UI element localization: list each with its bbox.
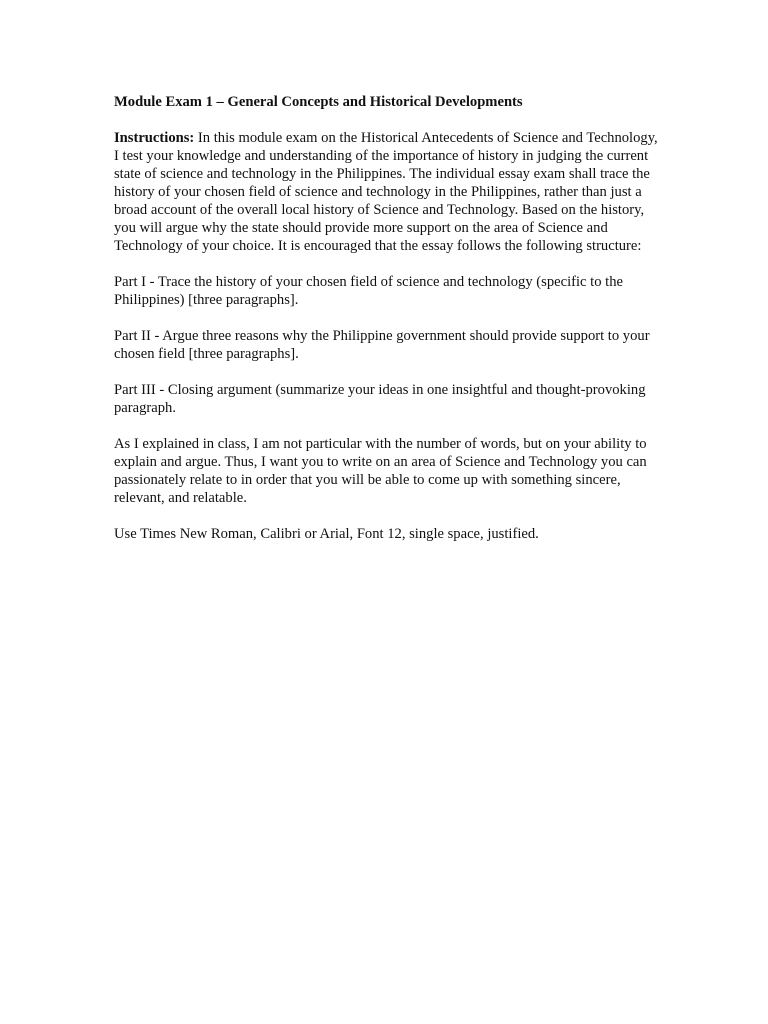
document-body [114,93,659,561]
instructions-text: In this module exam on the Historical Antecedents of Science and Technology, I test your knowledge and understanding of the importance of history in judging the current state of science and technology in the Philippines. The individual essay exam shall trace the history of your chosen field of science and technology in the Philippines, rather than just a broad account of the overall local history of Science and Technology. Based on the history, you will argue why the state should provide more support on the area of Science and Technology of your choice. It is encouraged that the essay follows the following structure: [114,130,658,254]
explanation-paragraph: As I explained in class, I am not particular with the number of words, but on your ability to explain and argue. Thus, I want you to write on an area of Science and Technology you can passionately relate to in order that you will be able to come up with something sincere, relevant, and relatable. [114,436,647,506]
part-two-paragraph: Part II - Argue three reasons why the Philippine government should provide support to your chosen field [three paragraphs]. [114,328,650,362]
instructions-label: Instructions: [114,130,195,146]
part-one-paragraph: Part I - Trace the history of your chosen field of science and technology (specific to the Philippines) [three paragraphs]. [114,274,624,308]
document-title: Module Exam 1 – General Concepts and Historical Developments [114,94,523,110]
part-three-paragraph: Part III - Closing argument (summarize your ideas in one insightful and thought-provoking paragraph. [114,382,646,416]
formatting-paragraph: Use Times New Roman, Calibri or Arial, Font 12, single space, justified. [114,526,539,542]
instructions-paragraph [114,129,659,255]
